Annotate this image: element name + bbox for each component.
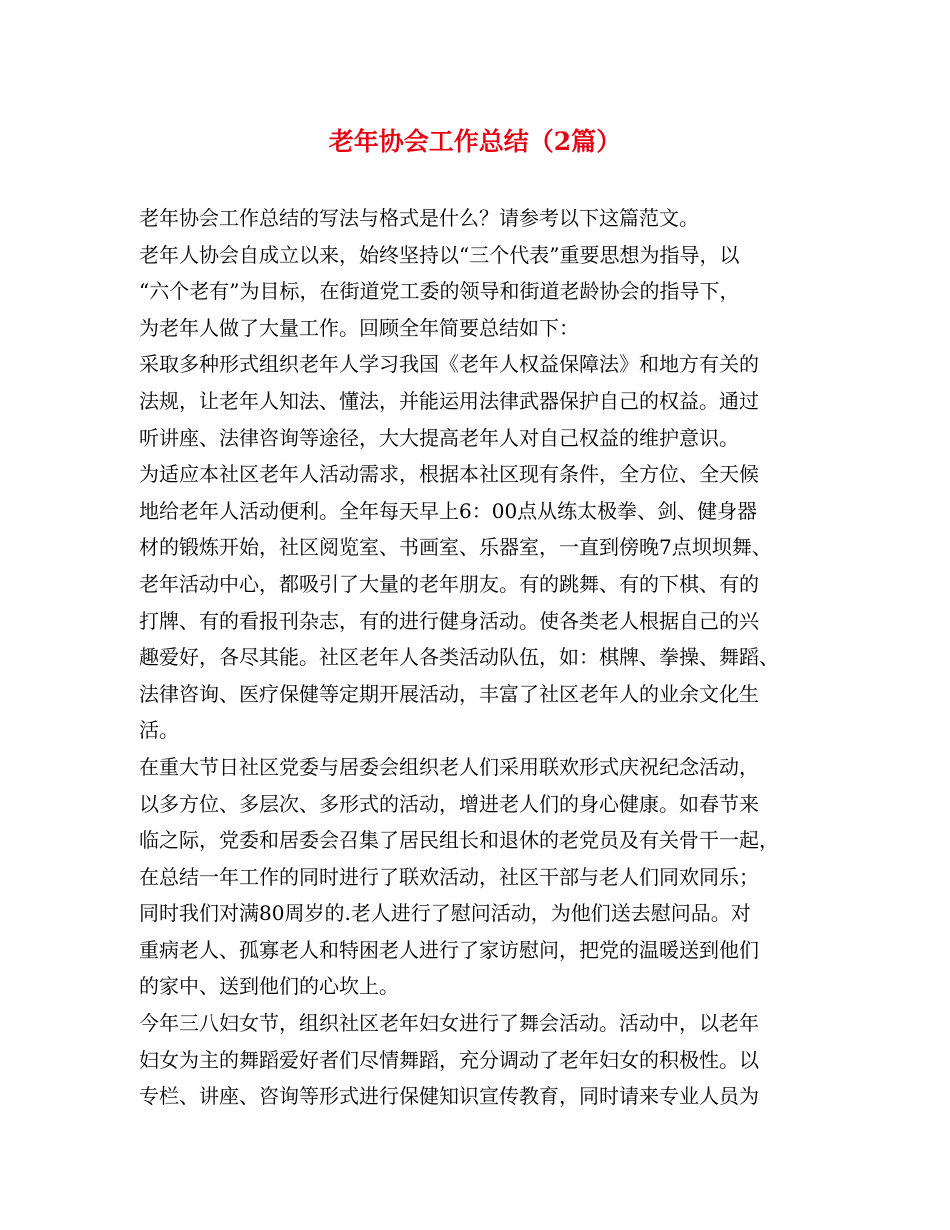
body-line: 打牌、有的看报刊杂志，有的进行健身活动。使各类老人根据自己的兴 <box>139 608 759 633</box>
document-title: 老年协会工作总结（2篇） <box>328 127 622 156</box>
document-body <box>139 200 839 1115</box>
body-line: 听讲座、法律咨询等途径，大大提高老年人对自己权益的维护意识。 <box>139 425 739 450</box>
body-line: 今年三八妇女节，组织社区老年妇女进行了舞会活动。活动中，以老年 <box>139 1011 759 1036</box>
body-line: 以多方位、多层次、多形式的活动，增进老人们的身心健康。如春节来 <box>139 791 759 816</box>
body-line: 老年协会工作总结的写法与格式是什么？请参考以下这篇范文。 <box>139 206 699 230</box>
body-line: 老年人协会自成立以来，始终坚持以“三个代表”重要思想为指导，以 <box>139 242 740 267</box>
body-line: 为适应本社区老年人活动需求，根据本社区现有条件，全方位、全天候 <box>139 462 759 487</box>
body-line: 为老年人做了大量工作。回顾全年简要总结如下： <box>139 315 579 340</box>
body-line: 在总结一年工作的同时进行了联欢活动，社区干部与老人们同欢同乐； <box>139 864 759 889</box>
body-line: 活。 <box>139 718 179 743</box>
body-line: 趣爱好，各尽其能。社区老年人各类活动队伍，如：棋牌、拳操、舞蹈、 <box>139 645 779 670</box>
body-line: 专栏、讲座、咨询等形式进行保健知识宣传教育，同时请来专业人员为 <box>139 1084 759 1109</box>
body-line: 同时我们对满80周岁的.老人进行了慰问活动，为他们送去慰问品。对 <box>139 901 751 926</box>
body-line: “六个老有”为目标，在街道党工委的领导和街道老龄协会的指导下， <box>139 279 740 304</box>
body-line: 在重大节日社区党委与居委会组织老人们采用联欢形式庆祝纪念活动， <box>139 754 759 779</box>
body-line: 法律咨询、医疗保健等定期开展活动，丰富了社区老年人的业余文化生 <box>139 681 759 706</box>
body-line: 临之际，党委和居委会召集了居民组长和退休的老党员及有关骨干一起， <box>139 828 779 853</box>
body-line: 地给老年人活动便利。全年每天早上6：00点从练太极拳、剑、健身器 <box>139 498 758 523</box>
body-line: 妇女为主的舞蹈爱好者们尽情舞蹈，充分调动了老年妇女的积极性。以 <box>139 1047 759 1072</box>
body-line: 材的锻炼开始，社区阅览室、书画室、乐器室，一直到傍晚7点坝坝舞、 <box>139 535 772 560</box>
body-line: 采取多种形式组织老年人学习我国《老年人权益保障法》和地方有关的 <box>139 352 759 377</box>
body-line: 的家中、送到他们的心坎上。 <box>139 974 399 999</box>
body-line: 法规，让老年人知法、懂法，并能运用法律武器保护自己的权益。通过 <box>139 388 759 413</box>
body-line: 老年活动中心，都吸引了大量的老年朋友。有的跳舞、有的下棋、有的 <box>139 571 759 596</box>
body-line: 重病老人、孤寡老人和特困老人进行了家访慰问，把党的温暖送到他们 <box>139 937 759 962</box>
